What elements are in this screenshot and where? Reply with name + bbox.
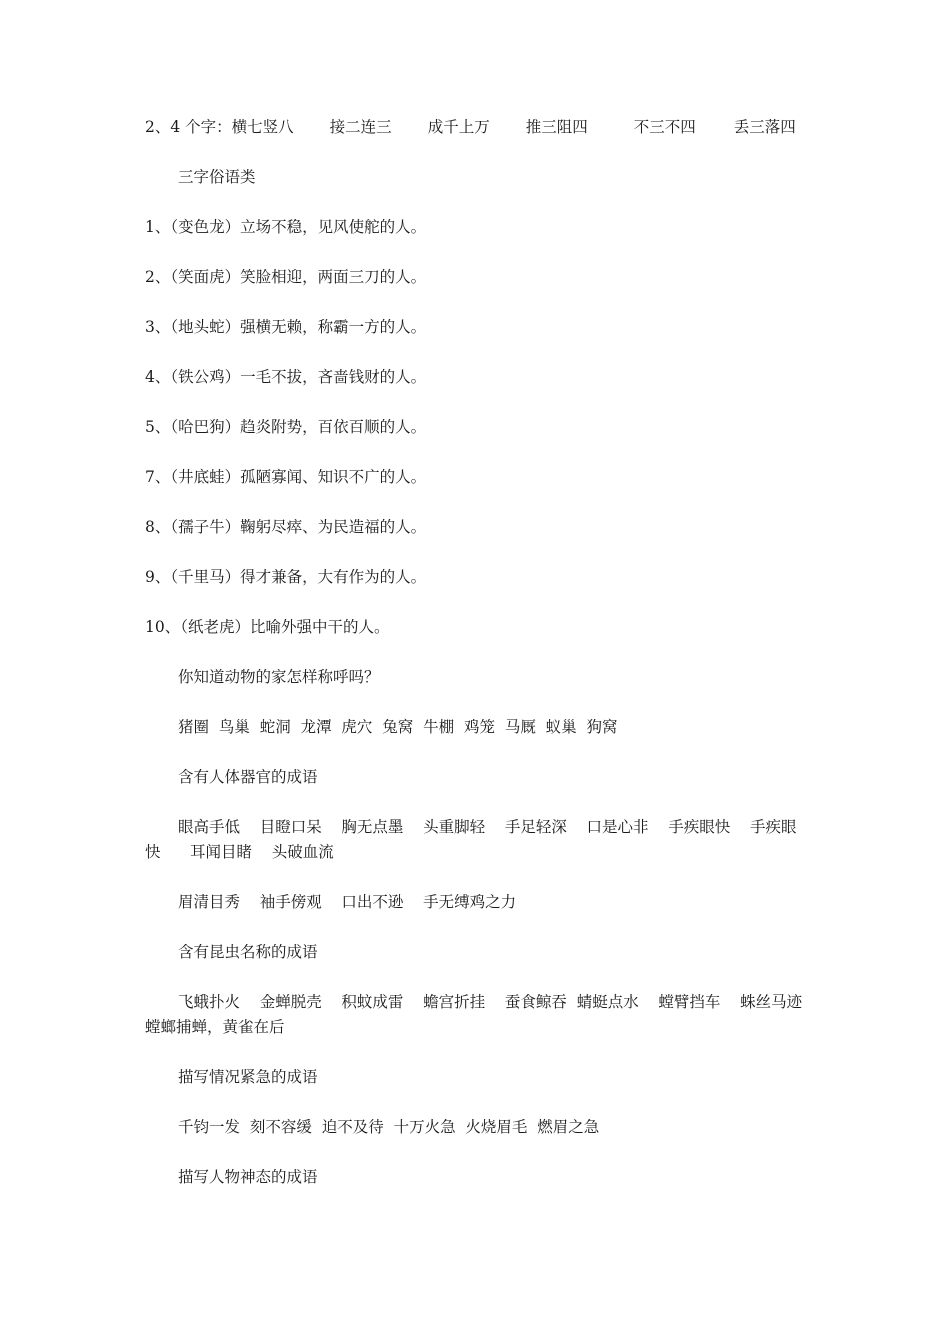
animal-homes-line: 猪圈 鸟巢 蛇洞 龙潭 虎穴 兔窝 牛棚 鸡笼 马厩 蚁巢 狗窝 [178, 718, 618, 736]
list-item: 4、（铁公鸡）一毛不拔，吝啬钱财的人。 [145, 368, 427, 386]
body-organ-idioms-line: 眼高手低 目瞪口呆 胸无点墨 头重脚轻 手足轻深 口是心非 手疾眼快 手疾眼快 耳闻目睹 头破血流 [145, 818, 797, 861]
list-item: 7、（井底蛙）孤陋寡闻、知识不广的人。 [145, 468, 427, 486]
section-heading: 三字俗语类 [178, 168, 256, 186]
idiom-item: 丢三落四 [733, 118, 796, 136]
insect-idioms-line: 飞蛾扑火 金蝉脱壳 积蚊成雷 蟾宫折挂 蚕食鲸吞 蜻蜓点水 螳臂挡车 蛛丝马迹 螳螂捕蝉，黄雀在后 [145, 993, 832, 1036]
idiom-item: 成千上万 [427, 118, 490, 136]
list-item: 3、（地头蛇）强横无赖，称霸一方的人。 [145, 318, 427, 336]
list-item: 8、（孺子牛）鞠躬尽瘁、为民造福的人。 [145, 518, 427, 536]
section-heading: 描写情况紧急的成语 [178, 1068, 318, 1086]
section-heading: 描写人物神态的成语 [178, 1168, 318, 1186]
idiom-item: 不三不四 [633, 118, 696, 136]
idiom-item: 横七竖八 [231, 118, 294, 136]
section-heading: 含有昆虫名称的成语 [178, 943, 318, 961]
urgent-idioms-line: 千钧一发 刻不容缓 迫不及待 十万火急 火烧眉毛 燃眉之急 [178, 1118, 600, 1136]
body-organ-idioms-line: 眉清目秀 袖手傍观 口出不逊 手无缚鸡之力 [178, 893, 517, 911]
idiom-item: 接二连三 [329, 118, 392, 136]
section-heading: 含有人体器官的成语 [178, 768, 318, 786]
section-heading: 你知道动物的家怎样称呼吗？ [178, 668, 380, 686]
list-item: 10、（纸老虎）比喻外强中干的人。 [145, 618, 390, 636]
list-item: 5、（哈巴狗）趋炎附势，百依百顺的人。 [145, 418, 427, 436]
four-char-prefix: 2、4 个字： [145, 118, 232, 136]
four-char-idioms-line [145, 115, 810, 140]
list-item: 2、（笑面虎）笑脸相迎，两面三刀的人。 [145, 268, 427, 286]
list-item: 9、（千里马）得才兼备，大有作为的人。 [145, 568, 427, 586]
list-item: 1、（变色龙）立场不稳，见风使舵的人。 [145, 218, 427, 236]
idiom-item: 推三阻四 [525, 118, 588, 136]
document-body [145, 115, 832, 1215]
